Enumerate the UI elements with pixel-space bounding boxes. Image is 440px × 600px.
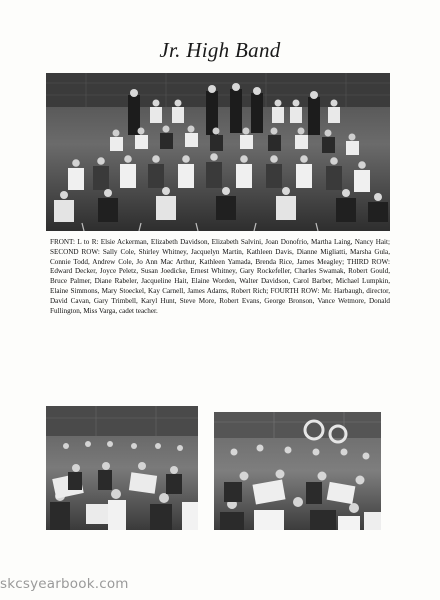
site-watermark: skcsyearbook.com xyxy=(0,576,129,592)
photo-caption: FRONT: L to R: Elsie Ackerman, Elizabeth Davidson, Elizabeth Salvini, Joan Donofrio, Martha Laing, Nancy Hait; SECOND ROW: Sally Cole, Shirley Whitney, Jacquelyn Martin, Kathleen Davis, Dianne Migliatti, Marsha Gula, Connie Todd, Andrew Cole, Jo Ann Mac Arthur, Kathleen Yamada, Brenda Rice, James Meagley; THIRD ROW: Edward Decker, Joyce Peletz, Susan Joedicke, Ernest Whitney, Gary Rockefeller, Charles Swamak, Robert Gould, Bruce Palmer, Diane Rabeler, Jacqueline Hait, Elaine Worden, Walter Davidson, Carol Barber, Michael Lumpkin, Elaine Simmons, Mary Stoeckel, Kay Carnell, James Adams, Robert Rich; FOURTH ROW: Mr. Harbaugh, director, David Cavan, Gary Trimbell, Karyl Hunt, Steve More, Robert Evans, George Bronson, Vance Wetmore, Donald Fullington, Miss Varga, cadet teacher. xyxy=(50,238,390,315)
band-rehearsal-photo-sousaphones xyxy=(214,412,381,530)
band-group-photo xyxy=(46,73,390,231)
page-title: Jr. High Band xyxy=(159,38,281,62)
band-rehearsal-photo xyxy=(46,406,198,530)
